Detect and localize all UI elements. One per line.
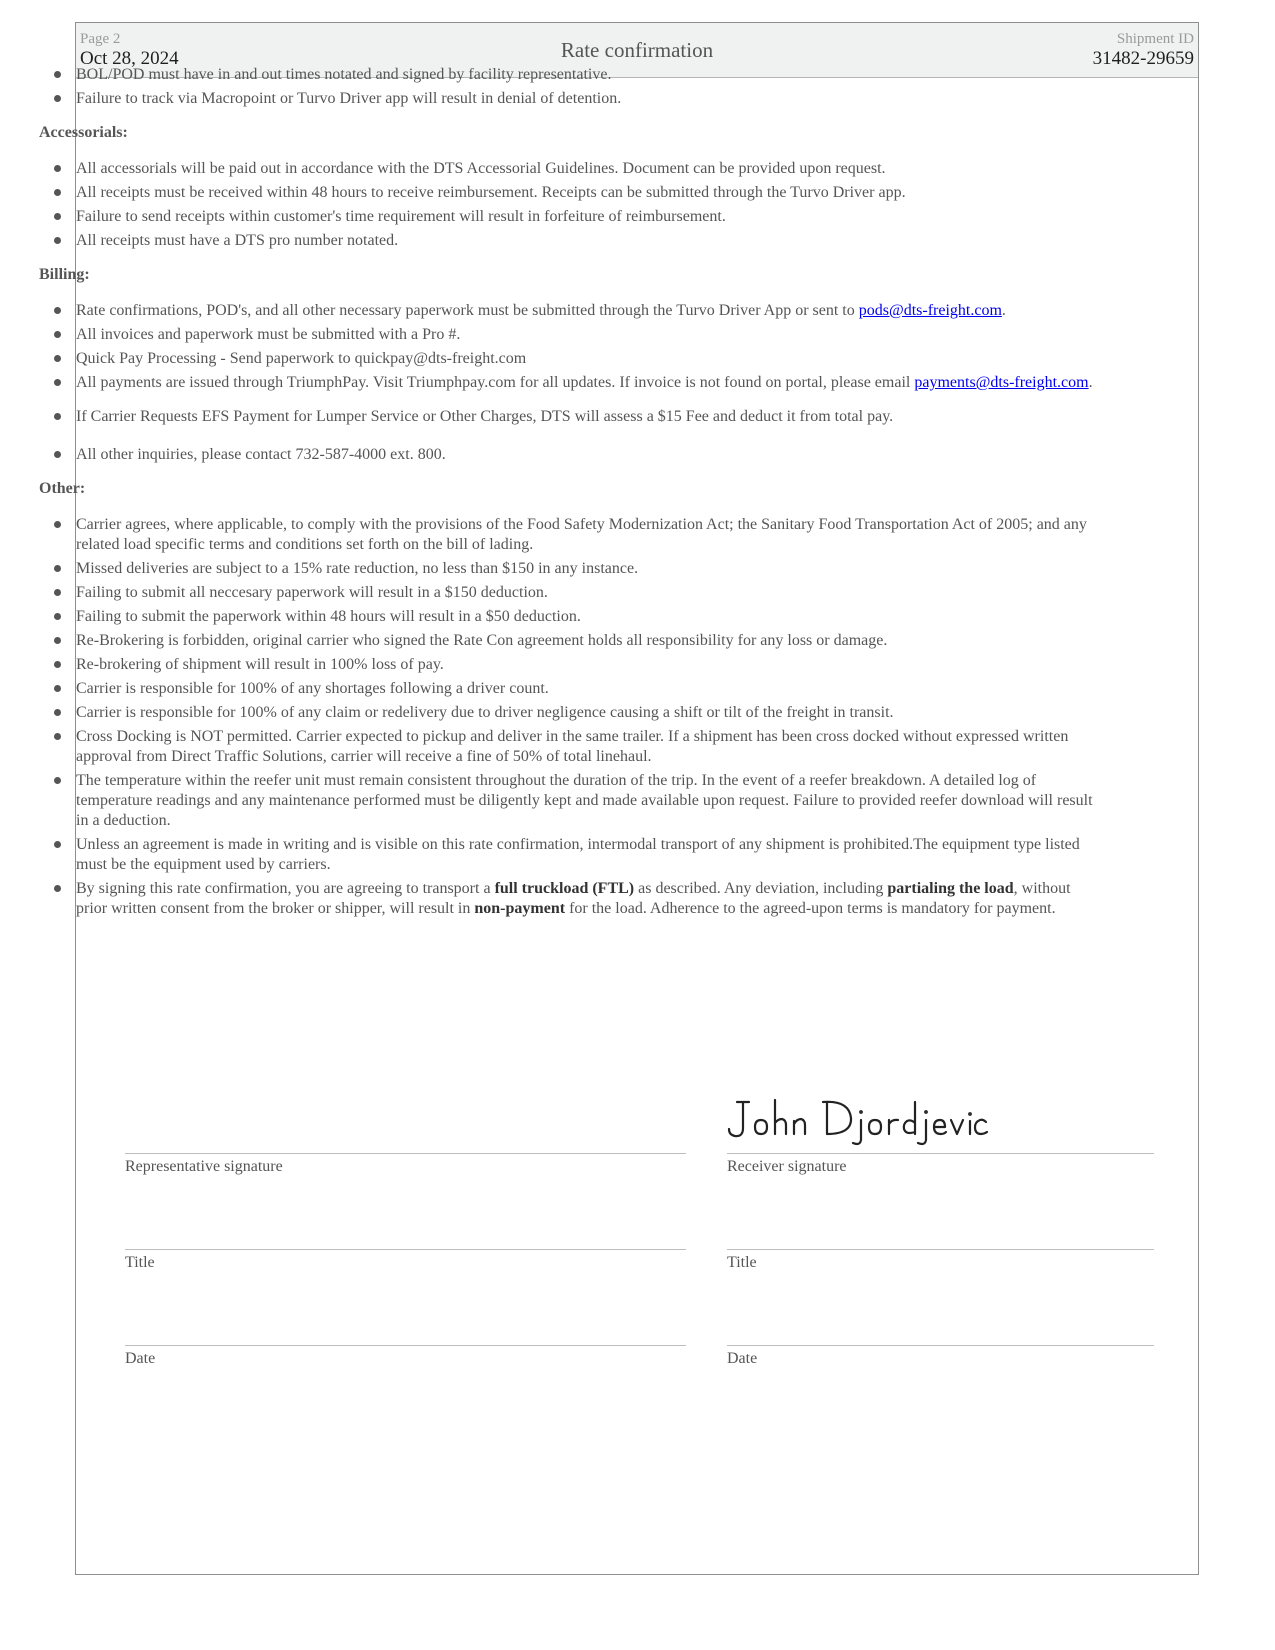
list-item: The temperature within the reefer unit must remain consistent throughout the duration of the trip. In the event of a reefer breakdown. A detailed log of temperature readings and any maintenance performed must be diligently kept and made available upon request. Failure to provided reefer download will result in a deduction. xyxy=(76,772,1093,829)
intro-list xyxy=(39,65,1094,109)
other-heading: Other: xyxy=(39,480,86,497)
list-item: All receipts must be received within 48 hours to receive reimbursement. Receipts can be submitted through the Turvo Driver app. xyxy=(76,183,1094,203)
receiver-date-label: Date xyxy=(727,1350,758,1367)
ftl-text: for the load. Adherence to the agreed-upon terms is mandatory for payment. xyxy=(565,900,1056,917)
list-item: Failure to track via Macropoint or Turvo Driver app will result in denial of detention. xyxy=(76,89,1094,109)
terms-content xyxy=(39,65,1094,923)
list-item: Failing to submit the paperwork within 48 hours will result in a $50 deduction. xyxy=(76,607,1094,627)
list-item: Failure to send receipts within customer's time requirement will result in forfeiture of reimbursement. xyxy=(76,207,1094,227)
list-item: All accessorials will be paid out in accordance with the DTS Accessorial Guidelines. Document can be provided upon request. xyxy=(76,159,1094,179)
representative-signature-label: Representative signature xyxy=(125,1158,283,1175)
list-item: If Carrier Requests EFS Payment for Lumper Service or Other Charges, DTS will assess a $15 Fee and deduct it from total pay. xyxy=(76,407,1094,427)
list-item: Cross Docking is NOT permitted. Carrier expected to pickup and deliver in the same trailer. If a shipment has been cross docked without expressed written approval from Direct Traffic Solutions, carrier will receive a fine of 50% of total linehaul. xyxy=(76,727,1094,767)
list-item: All payments are issued through TriumphPay. Visit Triumphpay.com for all updates. If invoice is not found on portal, please email payments@dts-freight.com. xyxy=(76,374,1093,391)
list-item: All invoices and paperwork must be submitted with a Pro #. xyxy=(76,325,1094,345)
representative-title-line[interactable] xyxy=(125,1249,686,1250)
partialing-bold: partialing the load xyxy=(887,880,1014,897)
list-item: Re-Brokering is forbidden, original carrier who signed the Rate Con agreement holds all responsibility for any loss or damage. xyxy=(76,631,1094,651)
list-item: Carrier is responsible for 100% of any shortages following a driver count. xyxy=(76,679,1094,699)
receiver-signature-line[interactable] xyxy=(727,1153,1154,1154)
billing-item-text: All payments are issued through TriumphPay. Visit Triumphpay.com for all updates. If invoice is not found on portal, please email xyxy=(76,374,911,391)
document-date: Oct 28, 2024 xyxy=(80,48,179,69)
representative-title-label: Title xyxy=(125,1254,155,1271)
non-payment-bold: non-payment xyxy=(474,900,566,917)
list-item: Unless an agreement is made in writing and is visible on this rate confirmation, intermodal transport of any shipment is prohibited.The equipment type listed must be the equipment used by carriers. xyxy=(76,835,1094,875)
document-title: Rate confirmation xyxy=(560,38,714,62)
receiver-date-line[interactable] xyxy=(727,1345,1154,1346)
accessorials-heading: Accessorials: xyxy=(39,124,128,141)
header-right xyxy=(1093,31,1194,70)
receiver-title-label: Title xyxy=(727,1254,757,1271)
ftl-text: as described. Any deviation, including xyxy=(634,880,888,897)
list-item: Carrier is responsible for 100% of any claim or redelivery due to driver negligence causing a shift or tilt of the freight in transit. xyxy=(76,703,1094,723)
list-item: Quick Pay Processing - Send paperwork to quickpay@dts-freight.com xyxy=(76,349,1094,369)
ftl-bold: full truckload (FTL) xyxy=(494,880,635,897)
representative-date-label: Date xyxy=(125,1350,156,1367)
ftl-text: , without prior written consent from the broker or shipper, will result in xyxy=(76,880,1071,917)
list-item: Failing to submit all neccesary paperwork will result in a $150 deduction. xyxy=(76,583,1094,603)
list-item: Carrier agrees, where applicable, to comply with the provisions of the Food Safety Modernization Act; the Sanitary Food Transportation Act of 2005; and any related load specific terms and conditions set forth on the bill of lading. xyxy=(76,515,1094,555)
receiver-signature-label: Receiver signature xyxy=(727,1158,847,1175)
receiver-title-line[interactable] xyxy=(727,1249,1154,1250)
accessorials-list xyxy=(39,159,1094,251)
list-item: Re-brokering of shipment will result in 100% loss of pay. xyxy=(76,655,1094,675)
representative-date-line[interactable] xyxy=(125,1345,686,1346)
list-item xyxy=(76,879,1094,919)
list-item: All receipts must have a DTS pro number notated. xyxy=(76,231,1094,251)
billing-heading: Billing: xyxy=(39,266,90,283)
list-item: Rate confirmations, POD's, and all other necessary paperwork must be submitted through the Turvo Driver App or sent to pods@dts-freight.com. xyxy=(76,301,1094,321)
payments-email-link[interactable]: payments@dts-freight.com xyxy=(914,374,1089,391)
list-item: BOL/POD must have in and out times notated and signed by facility representative. xyxy=(76,65,1094,85)
billing-list xyxy=(39,301,1094,465)
page-number: Page 2 xyxy=(80,31,121,47)
shipment-id-label: Shipment ID xyxy=(1116,31,1194,47)
list-item: All other inquiries, please contact 732-587-4000 ext. 800. xyxy=(76,445,1094,465)
receiver-signature-image xyxy=(723,1090,993,1146)
shipment-id: 31482-29659 xyxy=(1092,48,1194,69)
billing-item-text: Rate confirmations, POD's, and all other necessary paperwork must be submitted through the Turvo Driver App or sent to xyxy=(76,302,855,319)
list-item: Missed deliveries are subject to a 15% rate reduction, no less than $150 in any instance. xyxy=(76,559,1094,579)
pods-email-link[interactable]: pods@dts-freight.com xyxy=(858,302,1002,319)
other-list xyxy=(39,515,1094,919)
ftl-text: By signing this rate confirmation, you are agreeing to transport a xyxy=(76,880,495,897)
representative-signature-line[interactable] xyxy=(125,1153,686,1154)
